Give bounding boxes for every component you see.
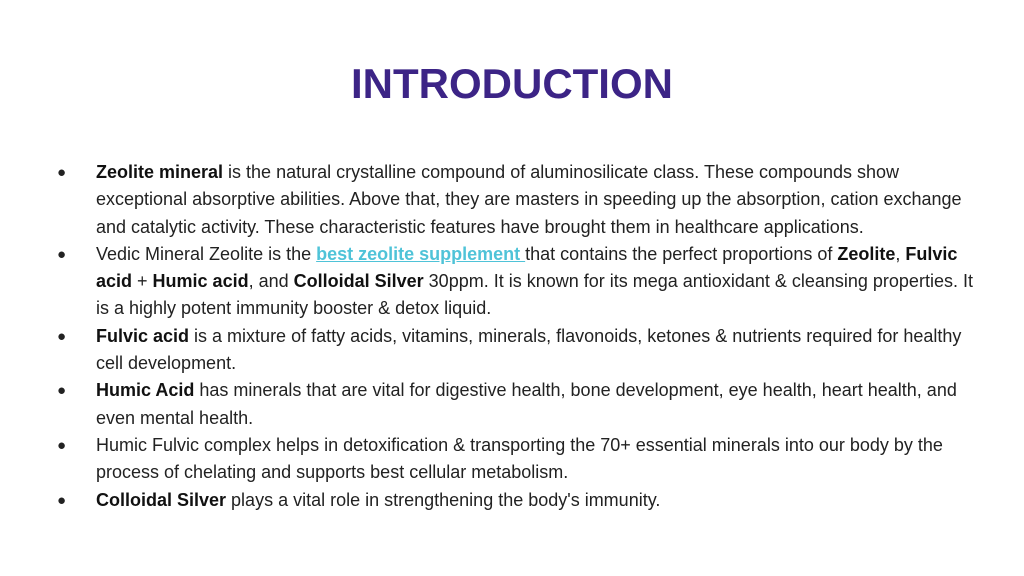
item-text: is the natural crystalline compound of aluminosilicate class. These compounds show exceptional absorptive abilities. Above that, they are masters in speeding up the absorption, cation exchange and catalytic activity. These characteristic features have brought them in healthcare applications. (96, 162, 962, 237)
item-text: plays a vital role in strengthening the body's immunity. (226, 489, 661, 510)
item-text: Vedic Mineral Zeolite is the (96, 243, 317, 264)
item-text: 30ppm. It is known for its mega antioxidant & cleansing properties. It is a highly potent immunity booster & detox liquid. (96, 271, 973, 319)
list-item (57, 487, 977, 514)
item-text: is a mixture of fatty acids, vitamins, minerals, flavonoids, ketones & nutrients required for healthy cell development. (96, 325, 962, 374)
bullet-icon: ● (57, 245, 67, 263)
bullet-icon: ● (57, 382, 67, 400)
bullet-icon: ● (57, 164, 67, 181)
list-item (57, 432, 977, 487)
term-zeolite: Zeolite (837, 243, 896, 264)
term-zeolite-mineral: Zeolite mineral (96, 162, 224, 182)
list-item (57, 159, 977, 241)
list-item (57, 241, 977, 323)
item-text: that contains the perfect proportions of (525, 243, 838, 264)
item-text: + (132, 271, 153, 292)
term-colloidal-silver: Colloidal Silver (293, 271, 424, 292)
list-item (57, 323, 977, 378)
item-text: , (895, 243, 906, 264)
page-title: INTRODUCTION (351, 60, 673, 107)
bullet-icon: ● (57, 436, 67, 454)
item-text: Humic Fulvic complex helps in detoxification & transporting the 70+ essential minerals into our body by the process of chelating and supports best cellular metabolism. (96, 434, 943, 483)
term-humic-acid: Humic Acid (96, 380, 195, 401)
bullet-list (57, 159, 977, 514)
term-fulvic-acid: Fulvic acid (96, 243, 958, 292)
bullet-icon: ● (57, 491, 67, 509)
item-text: , and (248, 271, 294, 292)
item-text: has minerals that are vital for digestive health, bone development, eye health, heart health, and even mental health. (96, 380, 957, 428)
term-fulvic-acid: Fulvic acid (96, 325, 190, 346)
list-item (57, 377, 977, 432)
bullet-icon: ● (57, 327, 67, 345)
best-zeolite-supplement-link[interactable]: best zeolite supplement (316, 243, 526, 264)
term-colloidal-silver: Colloidal Silver (96, 489, 227, 510)
term-humic-acid: Humic acid (152, 271, 249, 292)
